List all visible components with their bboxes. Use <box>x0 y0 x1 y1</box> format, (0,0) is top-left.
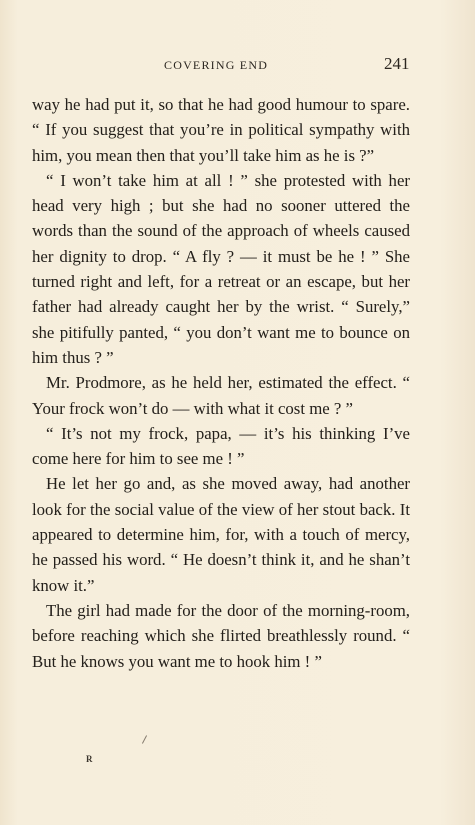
paragraph-3: Mr. Prodmore, as he held her, estimated the effect. “ Your frock won’t do — with what it cost me ? ” <box>32 373 410 418</box>
running-head <box>0 56 475 76</box>
running-title: COVERING END <box>164 58 269 72</box>
page-number: 241 <box>384 54 410 73</box>
paragraph-6: The girl had made for the door of the morning-room, before reaching which she flirted breathlessly round. “ But he knows you want me to hook him ! ” <box>32 600 410 671</box>
printer-signature-mark: R <box>86 754 93 764</box>
ink-mark <box>142 735 147 743</box>
paragraph-2: “ I won’t take him at all ! ” she protested with her head very high ; but she had no sooner uttered the words than the sound of the approach of wheels caused her dignity to drop. “ A fly ? — it must be he ! ” She turned right and left, for a retreat or an escape, but her father had already caught her by the wrist. “ Surely,” she pitifully panted, “ you don’t want me to bounce on him thus ? ” <box>32 170 410 367</box>
paragraph-5: He let her go and, as she moved away, had another look for the social value of the view of her stout back. It appeared to determine him, for, with a touch of mercy, he passed his word. “ He doesn’t think it, and he shan’t know it.” <box>32 474 410 595</box>
body-text <box>32 92 410 674</box>
paragraph-4: “ It’s not my frock, papa, — it’s his thinking I’ve come here for him to see me ! ” <box>32 423 410 469</box>
paragraph-1: way he had put it, so that he had good humour to spare. “ If you suggest that you’re in political sympathy with him, you mean then that you’ll take him as he is ?” <box>32 95 410 165</box>
